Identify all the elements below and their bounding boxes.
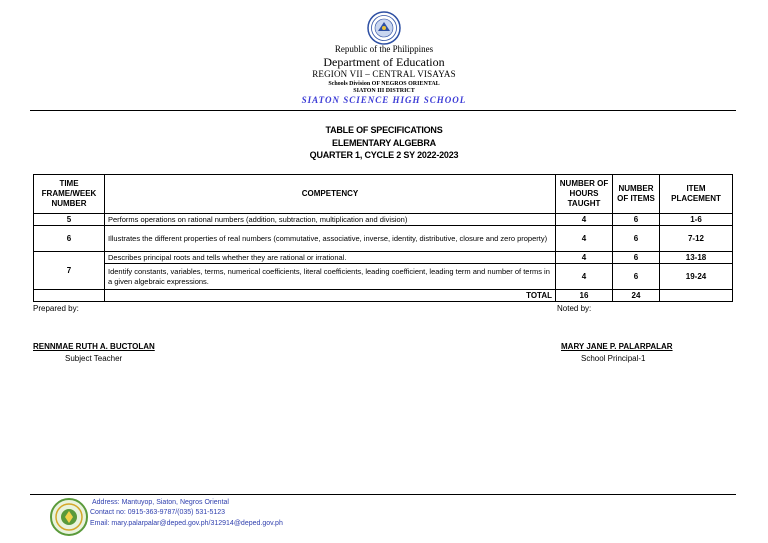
header-time-frame: TIME FRAME/WEEK NUMBER <box>34 175 105 214</box>
header-divider <box>30 110 736 111</box>
doc-period: QUARTER 1, CYCLE 2 SY 2022-2023 <box>309 150 459 160</box>
total-items: 24 <box>613 290 660 302</box>
noter-name: MARY JANE P. PALARPALAR <box>561 342 673 351</box>
republic-line: Republic of the Philippines <box>334 44 434 54</box>
table-row <box>34 214 733 226</box>
placement-cell: 1-6 <box>660 214 733 226</box>
noter-title: School Principal-1 <box>581 354 646 363</box>
week-cell: 6 <box>34 226 105 252</box>
doc-title: TABLE OF SPECIFICATIONS <box>325 125 443 135</box>
placement-cell: 7-12 <box>660 226 733 252</box>
items-cell: 6 <box>613 226 660 252</box>
footer-divider <box>30 494 736 495</box>
week-cell: 5 <box>34 214 105 226</box>
competency-cell: Performs operations on rational numbers (addition, subtraction, multiplication and division) <box>105 214 556 226</box>
total-hours: 16 <box>556 290 613 302</box>
deped-seal-icon <box>367 11 401 45</box>
table-header-row <box>34 175 733 214</box>
items-cell: 6 <box>613 252 660 264</box>
hours-cell: 4 <box>556 214 613 226</box>
placement-cell: 19-24 <box>660 264 733 290</box>
school-logo-icon <box>49 497 89 537</box>
header-items: NUMBER OF ITEMS <box>613 175 660 214</box>
doc-subject: ELEMENTARY ALGEBRA <box>332 138 436 148</box>
header-hours: NUMBER OF HOURS TAUGHT <box>556 175 613 214</box>
items-cell: 6 <box>613 214 660 226</box>
specifications-table <box>33 174 733 302</box>
week-cell: 7 <box>34 252 105 290</box>
noted-by-label: Noted by: <box>557 304 592 313</box>
competency-cell: Describes principal roots and tells whether they are rational or irrational. <box>105 252 556 264</box>
district-line: SIATON III DISTRICT <box>353 88 415 94</box>
department-line: Department of Education <box>323 55 445 69</box>
placement-cell: 13-18 <box>660 252 733 264</box>
table-row <box>34 226 733 252</box>
hours-cell: 4 <box>556 226 613 252</box>
table-row <box>34 264 733 290</box>
footer-contact: Contact no: 0915-363-9787/(035) 531-5123 <box>90 509 226 516</box>
items-cell: 6 <box>613 264 660 290</box>
competency-cell: Identify constants, variables, terms, numerical coefficients, literal coefficients, leading coefficient, leading term and number of terms in a given algebraic expressions. <box>105 264 556 290</box>
footer-address: Address: Mantuyop, Siaton, Negros Oriental <box>92 499 229 506</box>
table-row <box>34 252 733 264</box>
school-name: SIATON SCIENCE HIGH SCHOOL <box>301 95 467 105</box>
header-competency: COMPETENCY <box>105 175 556 214</box>
total-placement <box>660 290 733 302</box>
preparer-title: Subject Teacher <box>65 354 123 363</box>
total-label: TOTAL <box>105 290 556 302</box>
hours-cell: 4 <box>556 252 613 264</box>
footer-email: Email: mary.palarpalar@deped.gov.ph/312914@deped.gov.ph <box>90 520 283 527</box>
total-blank-cell <box>34 290 105 302</box>
table-total-row <box>34 290 733 302</box>
region-line: REGION VII – CENTRAL VISAYAS <box>312 69 456 79</box>
hours-cell: 4 <box>556 264 613 290</box>
header-placement: ITEM PLACEMENT <box>660 175 733 214</box>
preparer-name: RENNMAE RUTH A. BUCTOLAN <box>33 342 155 351</box>
competency-cell: Illustrates the different properties of real numbers (commutative, associative, inverse, identity, distributive, closure and zero property) <box>105 226 556 252</box>
prepared-by-label: Prepared by: <box>33 304 79 313</box>
division-line: Schools Division OF NEGROS ORIENTAL <box>328 81 440 87</box>
